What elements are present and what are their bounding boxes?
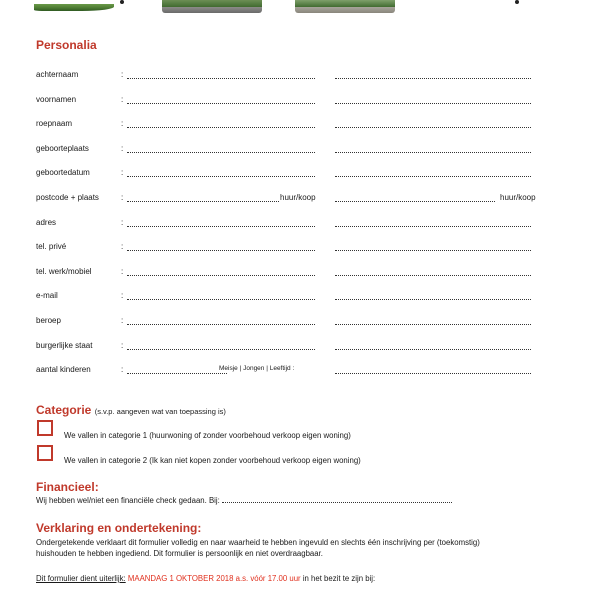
hedge-photo-right bbox=[295, 0, 395, 13]
section-heading-verklaring: Verklaring en ondertekening: bbox=[36, 521, 202, 535]
form-row bbox=[36, 341, 546, 353]
header-mark bbox=[120, 0, 124, 4]
hedge-photo-left bbox=[162, 0, 262, 13]
field-separator: : bbox=[121, 168, 124, 178]
field-label: postcode + plaats bbox=[36, 193, 99, 202]
financieel-text: Wij hebben wel/niet een financiële check gedaan. Bij: bbox=[36, 496, 220, 505]
field-label: geboorteplaats bbox=[36, 143, 89, 153]
field-separator: : bbox=[121, 266, 124, 276]
verklaring-text: Ondergetekende verklaart dit formulier volledig en naar waarheid te hebben ingevuld en slechts één inschrijving per (toekomstig) huishouden te hebben ingediend. Dit formulier is persoonlijk en niet overdraagbaar. bbox=[36, 538, 480, 558]
financieel-line bbox=[36, 495, 556, 506]
field-separator: : bbox=[121, 316, 124, 325]
field-input-2[interactable] bbox=[335, 201, 495, 202]
field-separator: : bbox=[121, 193, 124, 202]
form-row bbox=[36, 218, 546, 230]
form-row bbox=[36, 95, 546, 107]
field-input-1[interactable] bbox=[127, 201, 279, 202]
field-input-2[interactable] bbox=[335, 250, 531, 251]
field-separator: : bbox=[121, 217, 124, 227]
field-input-2[interactable] bbox=[335, 152, 531, 153]
field-label: voornamen bbox=[36, 94, 77, 104]
form-row bbox=[36, 168, 546, 180]
header-mark bbox=[515, 0, 519, 4]
field-input-1[interactable] bbox=[127, 176, 315, 177]
field-input-2[interactable] bbox=[335, 127, 531, 128]
field-label: aantal kinderen bbox=[36, 365, 91, 375]
deadline-label: Dit formulier dient uiterlijk: bbox=[36, 574, 126, 583]
field-input-2[interactable] bbox=[335, 226, 531, 227]
field-input-2[interactable] bbox=[335, 324, 531, 325]
field-input-1[interactable] bbox=[127, 78, 315, 79]
field-label: tel. werk/mobiel bbox=[36, 266, 92, 276]
field-separator: : bbox=[121, 291, 124, 301]
field-input-2[interactable] bbox=[335, 78, 531, 79]
field-label: adres bbox=[36, 217, 57, 227]
section-heading-financieel: Financieel: bbox=[36, 480, 99, 494]
field-input-1[interactable] bbox=[127, 103, 315, 104]
category-1-checkbox[interactable] bbox=[37, 420, 53, 436]
form-row bbox=[36, 291, 546, 303]
children-detail-label: Meisje | Jongen | Leeftijd : bbox=[219, 365, 295, 373]
field-input-1[interactable] bbox=[127, 127, 315, 128]
form-row bbox=[36, 316, 546, 328]
field-input-2[interactable] bbox=[335, 103, 531, 104]
logo-image bbox=[34, 0, 114, 11]
field-input-1[interactable] bbox=[127, 275, 315, 276]
field-separator: : bbox=[121, 242, 124, 252]
field-label: roepnaam bbox=[36, 119, 73, 129]
field-separator: : bbox=[121, 119, 124, 129]
field-label: beroep bbox=[36, 316, 61, 325]
form-row bbox=[36, 193, 546, 205]
field-input-2[interactable] bbox=[335, 275, 531, 276]
field-label: burgerlijke staat bbox=[36, 340, 93, 350]
field-input-1[interactable] bbox=[127, 299, 315, 300]
section-heading-categorie bbox=[36, 403, 226, 417]
field-label: geboortedatum bbox=[36, 168, 90, 178]
field-separator: : bbox=[121, 70, 124, 79]
field-input-1[interactable] bbox=[127, 250, 315, 251]
field-input-1[interactable] bbox=[127, 349, 315, 350]
form-row bbox=[36, 267, 546, 279]
deadline-line bbox=[36, 574, 375, 583]
field-label: tel. privé bbox=[36, 242, 67, 252]
field-input-2[interactable] bbox=[335, 176, 531, 177]
field-input-1[interactable] bbox=[127, 152, 315, 153]
field-input-2[interactable] bbox=[335, 349, 531, 350]
category-2-checkbox[interactable] bbox=[37, 445, 53, 461]
field-input-2[interactable] bbox=[335, 373, 531, 374]
form-row bbox=[36, 365, 546, 377]
field-separator: : bbox=[121, 340, 124, 350]
deadline-date: MAANDAG 1 OKTOBER 2018 a.s. vóór 17.00 uur bbox=[127, 574, 301, 583]
field-label: achternaam bbox=[36, 70, 79, 79]
deadline-tail: in het bezit te zijn bij: bbox=[302, 574, 376, 583]
form-row bbox=[36, 144, 546, 156]
field-input-1[interactable] bbox=[127, 373, 227, 374]
field-input-1[interactable] bbox=[127, 226, 315, 227]
huur-koop-label: huur/koop bbox=[280, 193, 316, 202]
form-row bbox=[36, 119, 546, 131]
huur-koop-label: huur/koop bbox=[500, 193, 536, 202]
category-1-label: We vallen in categorie 1 (huurwoning of zonder voorbehoud verkoop eigen woning) bbox=[64, 431, 351, 440]
categorie-title: Categorie bbox=[36, 403, 92, 417]
form-row bbox=[36, 70, 546, 82]
field-input-1[interactable] bbox=[127, 324, 315, 325]
field-separator: : bbox=[121, 365, 124, 375]
field-separator: : bbox=[121, 143, 124, 153]
field-input-2[interactable] bbox=[335, 299, 531, 300]
financieel-bank-field[interactable] bbox=[222, 496, 452, 503]
form-row bbox=[36, 242, 546, 254]
section-heading-personalia: Personalia bbox=[36, 38, 97, 52]
field-separator: : bbox=[121, 94, 124, 104]
field-label: e-mail bbox=[36, 291, 58, 301]
categorie-note: (s.v.p. aangeven wat van toepassing is) bbox=[94, 407, 226, 416]
category-2-label: We vallen in categorie 2 (Ik kan niet kopen zonder voorbehoud verkoop eigen woning) bbox=[64, 456, 361, 465]
